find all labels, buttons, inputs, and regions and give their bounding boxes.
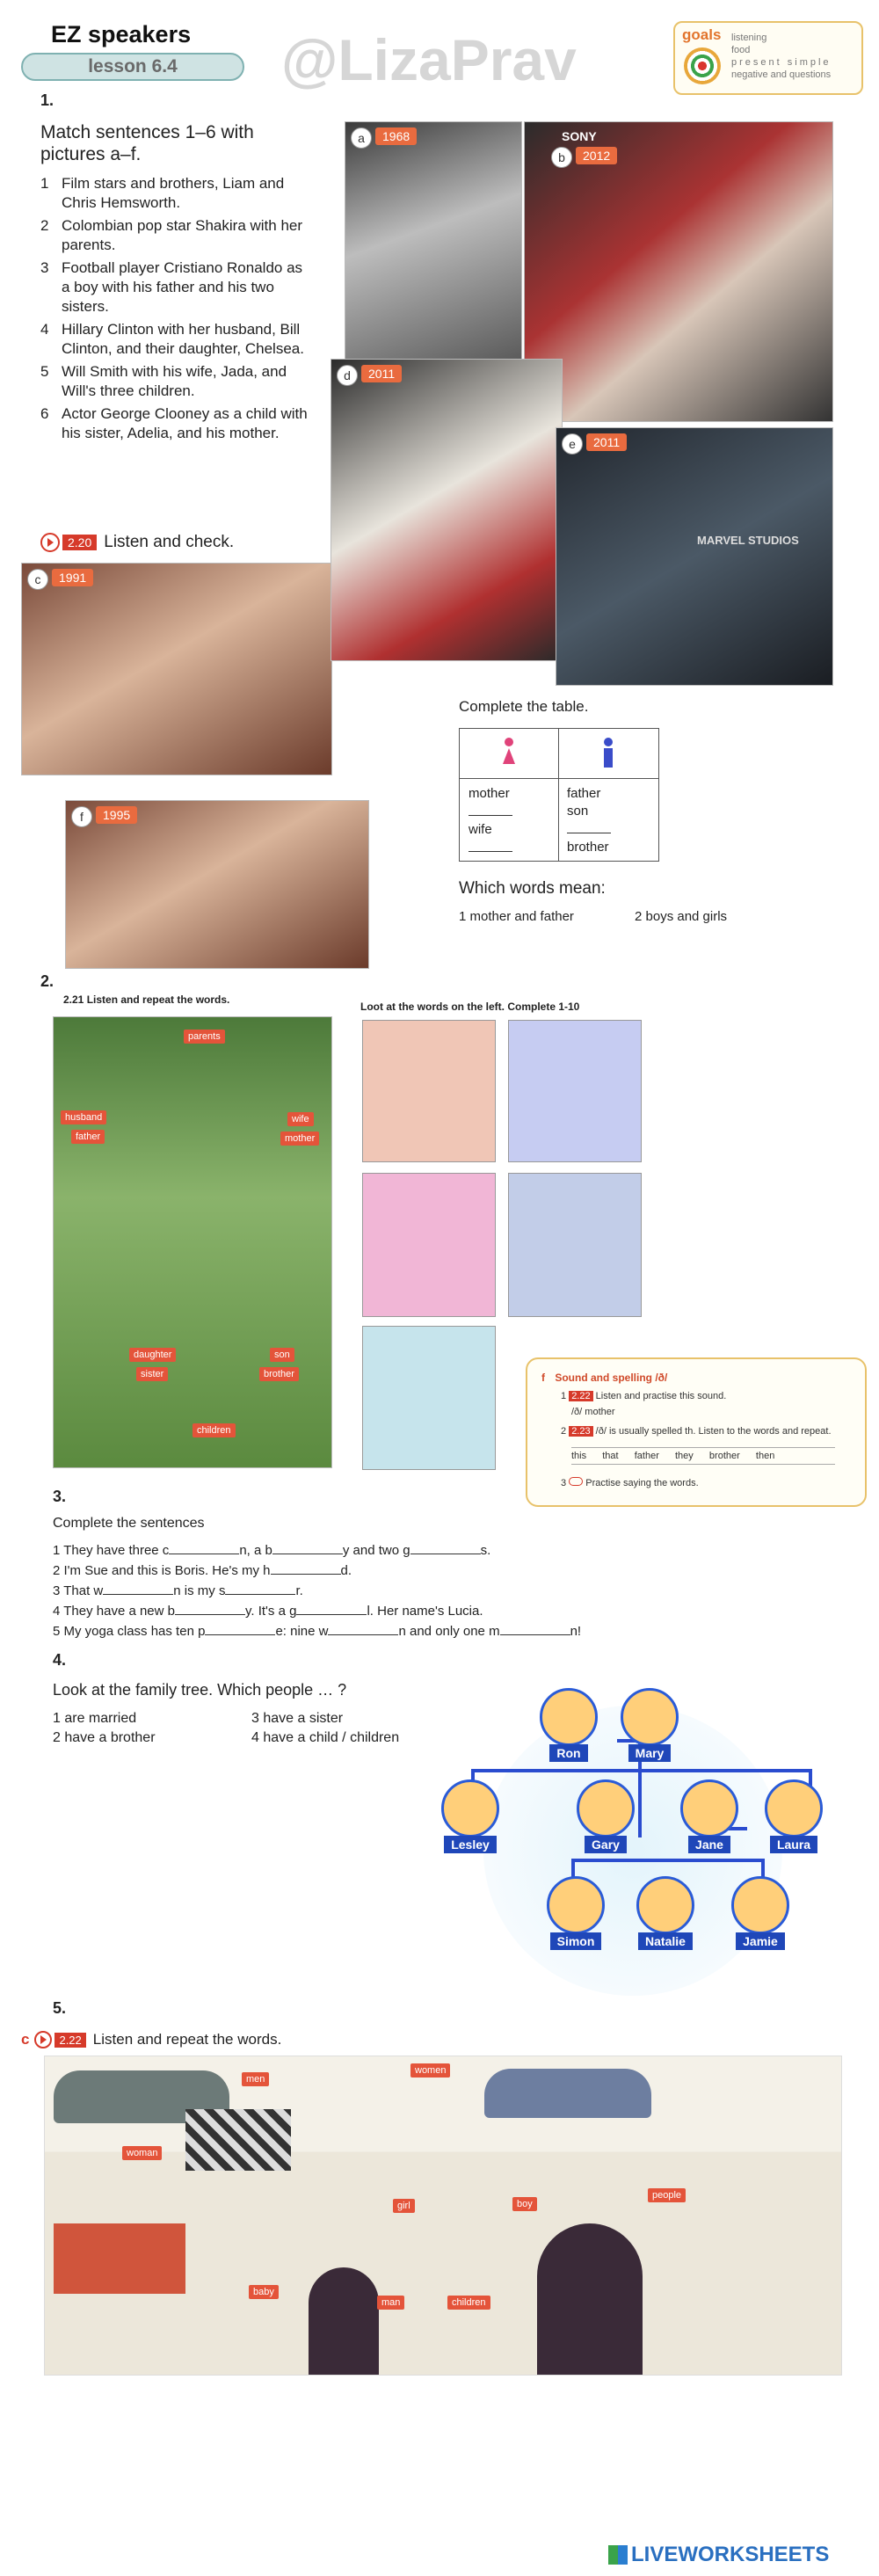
photo-a bbox=[345, 121, 522, 360]
match-item: 2 Colombian pop star Shakira with her parents. bbox=[40, 217, 303, 253]
table-blank[interactable] bbox=[469, 803, 512, 816]
family-tree-instruction: Look at the family tree. Which people … ? bbox=[53, 1681, 347, 1699]
sound-line-2: 2 2.23 /ð/ is usually spelled th. Listen to the words and repeat. bbox=[561, 1426, 832, 1437]
answer-blank[interactable] bbox=[225, 1594, 295, 1595]
tree-person-gary: Gary bbox=[575, 1779, 636, 1853]
table-cell: son bbox=[567, 804, 589, 819]
which-words: Which words mean: bbox=[459, 879, 606, 898]
match-item: 3 Football player Cristiano Ronaldo as a boy with his father and his two sisters. bbox=[40, 259, 303, 315]
table-cell: mother bbox=[469, 786, 510, 801]
female-icon bbox=[503, 738, 515, 769]
sound-line-3: 3 Practise saying the words. bbox=[561, 1478, 699, 1488]
photo-letter: f bbox=[71, 806, 92, 827]
word-tag: boy bbox=[512, 2197, 537, 2211]
sentence-list bbox=[53, 1540, 581, 1641]
photo-letter: c bbox=[27, 569, 48, 590]
tree-question: 3 have a sister bbox=[251, 1711, 344, 1726]
photo-f bbox=[65, 800, 369, 969]
goals-box bbox=[673, 21, 863, 95]
tree-person-lesley: Lesley bbox=[440, 1779, 501, 1853]
word-tag: daughter bbox=[129, 1348, 176, 1362]
word-tag: sister bbox=[136, 1367, 168, 1381]
photo-letter: e bbox=[562, 433, 583, 455]
word-tag: men bbox=[242, 2072, 269, 2086]
photo-c bbox=[21, 563, 332, 775]
word-tag: brother bbox=[259, 1367, 299, 1381]
goal-item: negative and questions bbox=[731, 69, 832, 80]
word-tag: women bbox=[410, 2063, 450, 2078]
photo-b bbox=[524, 121, 833, 422]
footer-logo[interactable] bbox=[608, 2543, 829, 2567]
cartoon-panel bbox=[362, 1326, 496, 1470]
tree-question: 4 have a child / children bbox=[251, 1730, 400, 1745]
tree-question: 1 are married bbox=[53, 1711, 137, 1726]
answer-blank[interactable] bbox=[103, 1594, 173, 1595]
photo-year: 1991 bbox=[52, 569, 93, 586]
audio-instruction-2: 2.21 Listen and repeat the words. bbox=[63, 993, 230, 1006]
word-tag: girl bbox=[393, 2199, 415, 2213]
complete-sentences: Complete the sentences bbox=[53, 1516, 205, 1531]
word-tag: man bbox=[377, 2296, 404, 2310]
sound-title: Sound and spelling /ð/ bbox=[555, 1372, 668, 1384]
sound-words: this that father they brother then bbox=[571, 1447, 835, 1465]
photo-year: 1995 bbox=[96, 806, 137, 824]
answer-blank[interactable] bbox=[205, 1634, 275, 1635]
meaning-1: 1 mother and father bbox=[459, 909, 574, 924]
exercise-letter: c bbox=[21, 2031, 30, 2048]
section-4-number: 4. bbox=[53, 1651, 67, 1669]
person-icon bbox=[680, 1779, 738, 1837]
tree-person-ron: Ron bbox=[538, 1688, 599, 1762]
word-tag: parents bbox=[184, 1030, 225, 1044]
photo-letter: d bbox=[337, 365, 358, 386]
audio-track: 2.22 bbox=[54, 2033, 85, 2048]
word-tag: husband bbox=[61, 1110, 106, 1124]
sound-letter: f bbox=[541, 1372, 545, 1384]
play-icon bbox=[34, 2031, 52, 2048]
male-icon bbox=[602, 738, 614, 769]
meaning-2: 2 boys and girls bbox=[635, 909, 728, 924]
section-1-number: 1. bbox=[40, 91, 54, 109]
sound-example: /ð/ mother bbox=[571, 1407, 615, 1417]
lesson-badge: lesson 6.4 bbox=[21, 53, 244, 81]
tree-question: 2 have a brother bbox=[53, 1730, 156, 1745]
look-instruction: Loot at the words on the left. Complete 1-10 bbox=[360, 1001, 580, 1013]
target-icon bbox=[684, 47, 721, 84]
tree-person-jamie: Jamie bbox=[730, 1876, 791, 1950]
match-item: 5 Will Smith with his wife, Jada, and Will's three children. bbox=[40, 363, 287, 399]
sound-spelling-box bbox=[526, 1357, 867, 1507]
table-cell: wife bbox=[469, 822, 492, 837]
word-tag: son bbox=[270, 1348, 294, 1362]
person-icon bbox=[547, 1876, 605, 1934]
word-tag: children bbox=[447, 2296, 490, 2310]
person-icon bbox=[621, 1688, 679, 1746]
person-icon bbox=[577, 1779, 635, 1837]
answer-blank[interactable] bbox=[500, 1634, 570, 1635]
match-item: 1 Film stars and brothers, Liam and Chris Hemsworth. bbox=[40, 175, 285, 211]
car-icon bbox=[484, 2069, 651, 2118]
bench-icon bbox=[54, 2223, 185, 2294]
tree-person-mary: Mary bbox=[619, 1688, 680, 1762]
watermark: @LizaPrav bbox=[281, 27, 577, 92]
answer-blank[interactable] bbox=[296, 1614, 367, 1615]
tree-person-laura: Laura bbox=[763, 1779, 825, 1853]
cartoon-panel bbox=[508, 1173, 642, 1317]
person-icon bbox=[765, 1779, 823, 1837]
sentence: 5 My yoga class has ten p e: nine w n and only one m n! bbox=[53, 1624, 582, 1639]
person-icon bbox=[731, 1876, 789, 1934]
photo-letter: b bbox=[551, 147, 572, 168]
answer-blank[interactable] bbox=[271, 1574, 341, 1575]
photo-year: 2011 bbox=[361, 365, 402, 382]
answer-blank[interactable] bbox=[328, 1634, 398, 1635]
silhouette bbox=[309, 2267, 379, 2375]
section-3-number: 3. bbox=[53, 1488, 67, 1505]
play-icon bbox=[40, 533, 60, 552]
listen-check: Listen and check. bbox=[104, 533, 235, 551]
sony-logo: SONY bbox=[562, 129, 597, 143]
word-tag: baby bbox=[249, 2285, 279, 2299]
person-icon bbox=[636, 1876, 694, 1934]
word-tag: wife bbox=[287, 1112, 314, 1126]
photo-d bbox=[331, 359, 563, 661]
photo-e bbox=[556, 427, 833, 686]
marvel-logo: MARVEL STUDIOS bbox=[697, 534, 799, 547]
sentence: 3 That w n is my s r. bbox=[53, 1583, 303, 1598]
gender-table bbox=[459, 728, 659, 862]
section-5-number: 5. bbox=[53, 1999, 67, 2017]
goal-item: present simple bbox=[731, 57, 832, 68]
word-tag: people bbox=[648, 2188, 686, 2202]
cartoon-panel bbox=[508, 1020, 642, 1162]
person-icon bbox=[540, 1688, 598, 1746]
word-tag: children bbox=[193, 1423, 236, 1437]
goal-item: listening bbox=[731, 33, 767, 43]
person-icon bbox=[441, 1779, 499, 1837]
cartoon-panel bbox=[362, 1020, 496, 1162]
section-2-number: 2. bbox=[40, 972, 54, 990]
photo-year: 2012 bbox=[576, 147, 617, 164]
table-blank[interactable] bbox=[469, 839, 512, 852]
tree-person-natalie: Natalie bbox=[635, 1876, 696, 1950]
speech-icon bbox=[569, 1477, 583, 1486]
word-tag: father bbox=[71, 1130, 105, 1144]
photo-letter: a bbox=[351, 127, 372, 149]
sentence: 2 I'm Sue and this is Boris. He's my h d. bbox=[53, 1563, 352, 1578]
tree-person-simon: Simon bbox=[545, 1876, 607, 1950]
listen-repeat: Listen and repeat the words. bbox=[92, 2031, 282, 2048]
sentence: 1 They have three c n, a b y and two g s. bbox=[53, 1543, 491, 1558]
word-tag: mother bbox=[280, 1132, 319, 1146]
audio-button-5[interactable] bbox=[21, 2031, 281, 2048]
sound-line-1: 1 2.22 Listen and practise this sound. bbox=[561, 1391, 727, 1401]
match-item: 4 Hillary Clinton with her husband, Bill Clinton, and their daughter, Chelsea. bbox=[40, 321, 304, 357]
word-tag: woman bbox=[122, 2146, 162, 2160]
liveworksheets-icon bbox=[608, 2545, 628, 2565]
match-item: 6 Actor George Clooney as a child with his sister, Adelia, and his mother. bbox=[40, 405, 308, 441]
match-instruction: Match sentences 1–6 with pictures a–f. bbox=[40, 122, 254, 164]
table-cell: father bbox=[567, 786, 601, 801]
silhouette bbox=[537, 2223, 643, 2375]
footer-brand: LIVEWORKSHEETS bbox=[631, 2543, 830, 2566]
answer-blank[interactable] bbox=[175, 1614, 245, 1615]
tree-person-jane: Jane bbox=[679, 1779, 740, 1853]
match-list bbox=[40, 174, 313, 447]
audio-button[interactable] bbox=[40, 533, 234, 552]
audio-track: 2.20 bbox=[62, 535, 97, 550]
goals-title: goals bbox=[682, 26, 722, 43]
family-photo bbox=[53, 1016, 332, 1468]
sentence: 4 They have a new b y. It's a g l. Her name's Lucia. bbox=[53, 1604, 483, 1619]
table-blank[interactable] bbox=[567, 820, 611, 833]
table-cell: brother bbox=[567, 840, 609, 855]
park-illustration bbox=[44, 2056, 842, 2376]
goal-item: food bbox=[731, 45, 751, 55]
cartoon-panel bbox=[362, 1173, 496, 1317]
family-tree bbox=[431, 1670, 835, 2005]
photo-year: 2011 bbox=[586, 433, 627, 451]
chess-table bbox=[185, 2109, 291, 2171]
brand-title: EZ speakers bbox=[51, 21, 192, 47]
photo-year: 1968 bbox=[375, 127, 417, 145]
table-title: Complete the table. bbox=[459, 698, 589, 715]
